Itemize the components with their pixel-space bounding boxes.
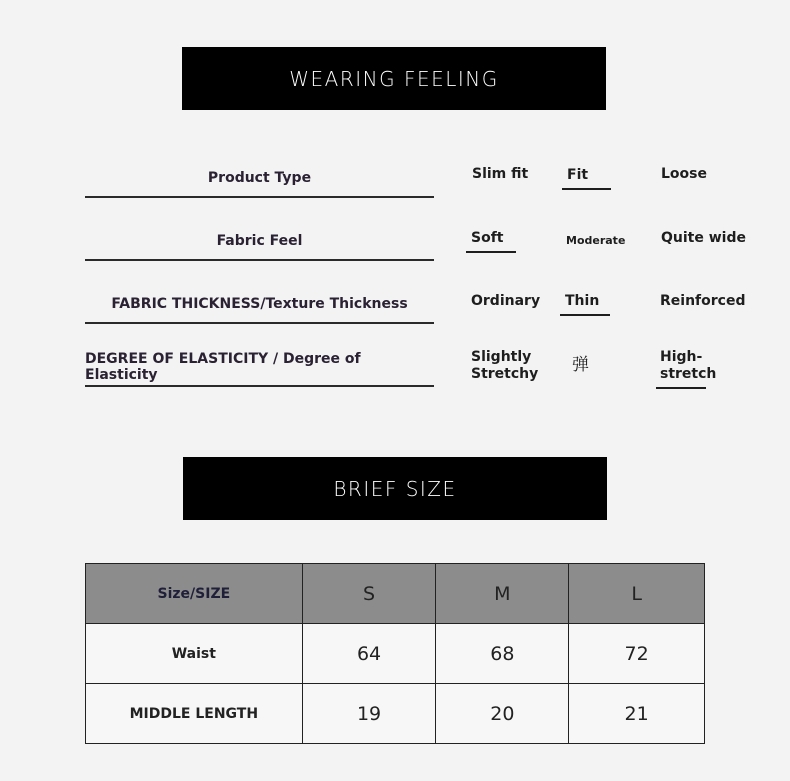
option-elastic-cjk: 弹	[572, 355, 589, 375]
attr-label-elasticity: DEGREE OF ELASTICITY / Degree of Elasticity	[85, 349, 434, 387]
option-soft-selected: Soft	[466, 230, 516, 253]
option-quite-wide: Quite wide	[661, 230, 746, 246]
brief-size-title: BRIEF SIZE	[333, 476, 457, 501]
cell-length-m: 20	[436, 684, 569, 744]
option-fit-selected: Fit	[562, 167, 611, 190]
header-size-l: L	[569, 564, 705, 624]
cell-waist-s: 64	[302, 624, 436, 684]
wearing-feeling-banner	[182, 47, 606, 110]
option-loose: Loose	[661, 166, 707, 182]
attr-label-fabric-feel: Fabric Feel	[85, 223, 434, 261]
option-moderate: Moderate	[566, 234, 626, 247]
option-thin-selected: Thin	[560, 293, 610, 316]
header-size-m: M	[436, 564, 569, 624]
row-label-waist: Waist	[86, 624, 303, 684]
table-row	[86, 624, 705, 684]
size-table	[85, 563, 705, 744]
option-ordinary: Ordinary	[471, 293, 541, 309]
option-reinforced: Reinforced	[660, 293, 746, 309]
cell-length-s: 19	[302, 684, 436, 744]
table-row	[86, 684, 705, 744]
option-high-stretch-selected: High-stretch	[656, 349, 706, 389]
cell-waist-l: 72	[569, 624, 705, 684]
header-size-label: Size/SIZE	[86, 564, 303, 624]
attr-label-product-type: Product Type	[85, 160, 434, 198]
option-slim-fit: Slim fit	[472, 166, 529, 182]
size-table-header-row	[86, 564, 705, 624]
cell-length-l: 21	[569, 684, 705, 744]
header-size-s: S	[302, 564, 436, 624]
wearing-feeling-title: WEARING FEELING	[289, 66, 499, 91]
cell-waist-m: 68	[436, 624, 569, 684]
option-slightly-stretchy: Slightly Stretchy	[471, 349, 539, 382]
brief-size-banner	[183, 457, 607, 520]
row-label-middle-length: MIDDLE LENGTH	[86, 684, 303, 744]
attr-label-fabric-thickness: FABRIC THICKNESS/Texture Thickness	[85, 286, 434, 324]
